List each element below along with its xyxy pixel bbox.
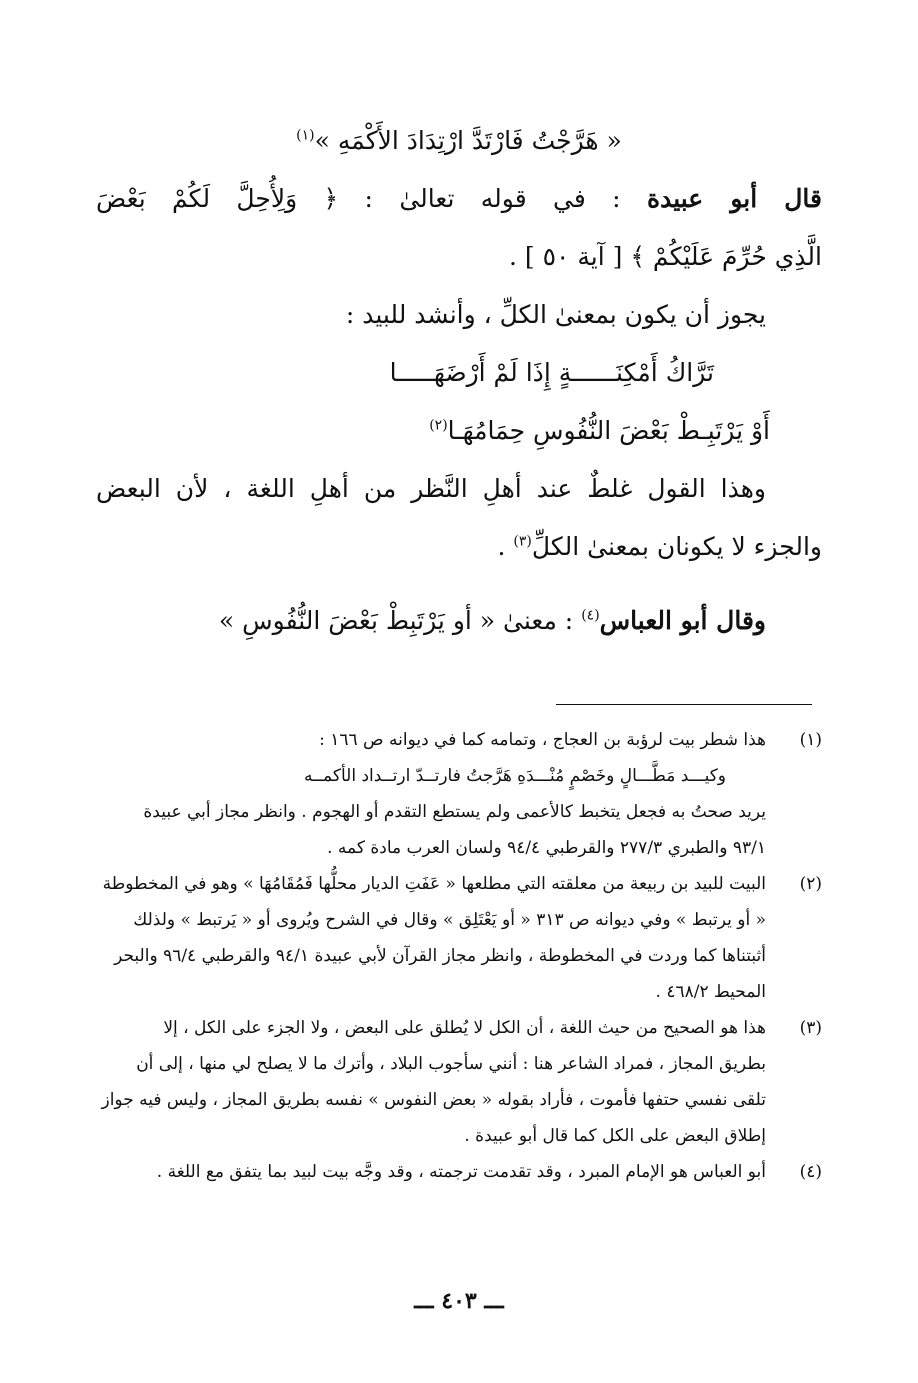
footnote-4 xyxy=(96,1154,822,1190)
footnote-line: المحيط ٤٦٨/٢ . xyxy=(655,982,766,1002)
paragraph-abu-abbas-rest: : معنىٰ « أو يَرْتَبِطْ بَعْضَ النُّفُوسِ » xyxy=(218,606,582,635)
page-number: ـــ ٤٠٣ ـــ xyxy=(414,1288,504,1314)
speaker-abu-abbas: وقال أبو العباس xyxy=(599,606,766,635)
footnote-number: (٢) xyxy=(799,874,822,894)
footnote-line: ٩٣/١ والطبري ٢٧٧/٣ والقرطبي ٩٤/٤ ولسان العرب مادة كمه . xyxy=(327,838,766,858)
paragraph-meaning: يجوز أن يكون بمعنىٰ الكلِّ ، وأنشد للبيد : xyxy=(345,300,766,329)
labid-verse-hemistich-2 xyxy=(96,402,822,460)
footnote-ref-2: (٢) xyxy=(429,417,448,434)
footnote-line: إطلاق البعض على الكل كما قال أبو عبيدة . xyxy=(464,1126,766,1146)
footnote-ref-4: (٤) xyxy=(581,607,600,624)
footnote-line: يريد صحتُ به فجعل يتخبط كالأعمى ولم يستطع التقدم أو الهجوم . وانظر مجاز أبي عبيدة xyxy=(143,802,766,822)
footnote-ref-3: (٣) xyxy=(513,533,532,550)
paragraph-error-line-1: وهذا القول غلطٌ عند أهلِ النَّظر من أهلِ اللغة ، لأن البعض xyxy=(96,474,766,503)
footnote-body xyxy=(96,722,766,866)
footnotes xyxy=(96,722,822,1190)
footnote-line: البيت للبيد بن ربيعة من معلقته التي مطلعها « عَفَتِ الديار محلُّها فَمُقَامُهَا » وهو في المخطوطة xyxy=(102,874,766,894)
labid-verse-hemistich-2-text: أَوْ يَرْتَبِـطْ بَعْضَ النُّفُوسِ حِمَامُهَـا xyxy=(447,416,770,445)
footnote-number: (١) xyxy=(799,730,822,750)
opening-verse xyxy=(96,112,822,170)
paragraph-abu-ubaida-line-2: الَّذِي حُرِّمَ عَلَيْكُمْ ﴾ [ آية ٥٠ ] . xyxy=(508,242,822,271)
opening-verse-text: « هَرَّجْتُ فَارْتَدَّ ارْتِدَادَ الأَكْمَهِ » xyxy=(314,126,622,155)
footnote-separator xyxy=(556,704,812,705)
footnote-line: أثبتناها كما وردت في المخطوطة ، وانظر مجاز القرآن لأبي عبيدة ٩٤/١ والقرطبي ٩٦/٤ والبحر xyxy=(114,946,766,966)
speaker-abu-ubaida: قال أبو عبيدة xyxy=(646,184,822,213)
footnote-body xyxy=(96,1154,766,1190)
footnote-number: (٣) xyxy=(799,1018,822,1038)
footnote-3 xyxy=(96,1010,822,1154)
footnote-line: « أو يرتبط » وفي ديوانه ص ٣١٣ « أو يَعْتَلِق » وقال في الشرح ويُروى أو « يَرتبط » ولذلك xyxy=(133,910,766,930)
labid-verse-hemistich-1: تَرَّاكُ أَمْكِنَــــــةٍ إِذَا لَمْ أَرْضَهَـــــا xyxy=(389,358,714,387)
main-text xyxy=(96,112,822,650)
paragraph-error-end: . xyxy=(497,532,514,561)
spacer xyxy=(96,576,822,592)
footnote-line: تلقى نفسي حتفها فأموت ، فأراد بقوله « بعض النفوس » نفسه بطريق المجاز ، وليس فيه جواز xyxy=(101,1090,766,1110)
footnote-body xyxy=(96,1010,766,1154)
paragraph-abu-abbas xyxy=(96,592,822,650)
footnote-1 xyxy=(96,722,822,866)
footnote-ref-1: (١) xyxy=(296,127,315,144)
quran-quote-start: : في قوله تعالىٰ : ﴿ وَلِأُحِلَّ لَكُمْ بَعْضَ xyxy=(96,184,621,213)
footnote-number: (٤) xyxy=(799,1162,822,1182)
footnote-line: بطريق المجاز ، فمراد الشاعر هنا : أنني سأجوب البلاد ، وأترك ما لا يصلح لي منها ، إلى أن xyxy=(136,1054,766,1074)
paragraph-error-line-2 xyxy=(96,518,822,576)
footnote-verse-line: وكيـــد مَطَّـــالٍ وخَصْمٍ مُنْـــدَهِ هَرَّجتُ فارتــدّ ارتــداد الأكمــه xyxy=(303,766,726,786)
footnote-line: أبو العباس هو الإمام المبرد ، وقد تقدمت ترجمته ، وقد وجَّه بيت لبيد بما يتفق مع اللغة . xyxy=(156,1162,766,1182)
footnote-line: هذا هو الصحيح من حيث اللغة ، أن الكل لا يُطلق على البعض ، ولا الجزء على الكل ، إلا xyxy=(163,1018,766,1038)
paragraph-error-line-2-text: والجزء لا يكونان بمعنىٰ الكلِّ xyxy=(531,532,822,561)
footnote-line: هذا شطر بيت لرؤبة بن العجاج ، وتمامه كما في ديوانه ص ١٦٦ : xyxy=(319,730,766,750)
footnote-body xyxy=(96,866,766,1010)
paragraph-abu-ubaida-line-1 xyxy=(96,170,822,228)
footnote-2 xyxy=(96,866,822,1010)
